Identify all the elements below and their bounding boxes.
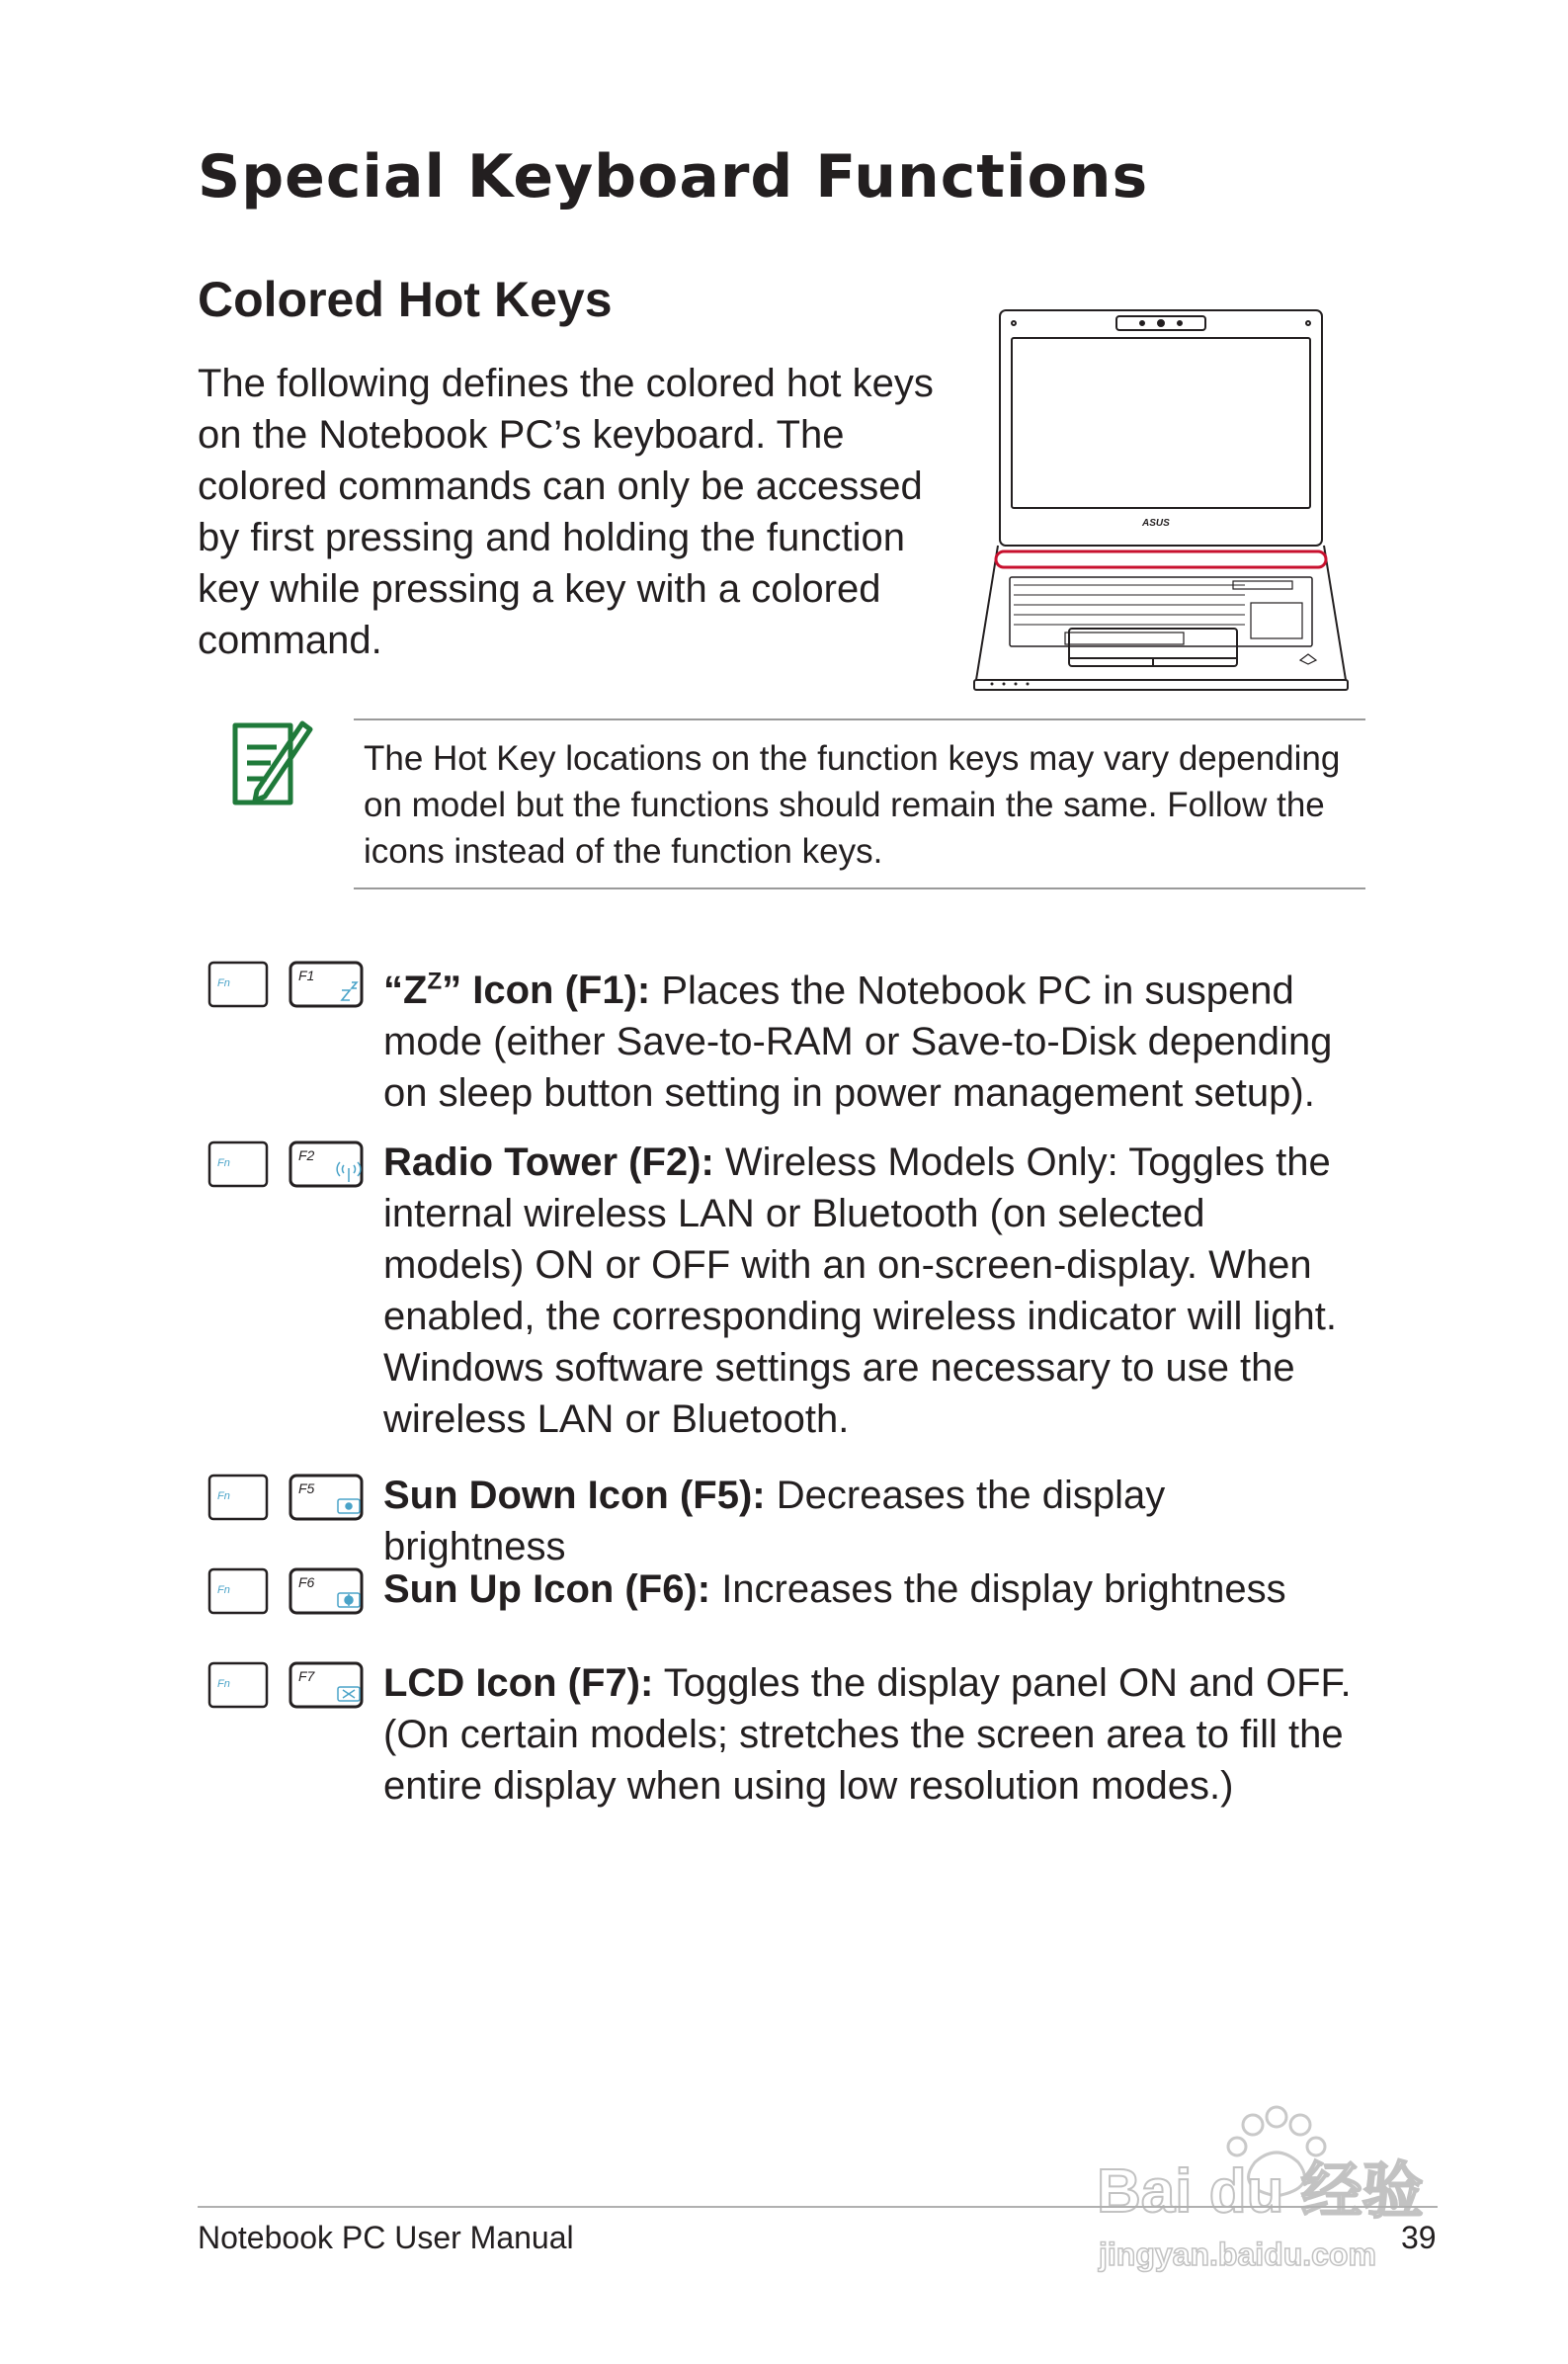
fn-key-label: Fn bbox=[217, 1490, 230, 1502]
hotkey-description bbox=[383, 1137, 1352, 1445]
hotkey-description bbox=[383, 1470, 1352, 1572]
laptop-illustration bbox=[958, 306, 1365, 702]
fn-key-label: Fn bbox=[217, 977, 230, 989]
note-bottom-divider bbox=[354, 887, 1365, 889]
section-title: Colored Hot Keys bbox=[198, 272, 613, 327]
note-text: The Hot Key locations on the function keys may vary depending on model but the functions should remain the same. Follow the icons instead of the function keys. bbox=[364, 739, 1341, 871]
fn-f2-key-combo bbox=[207, 1140, 375, 1188]
hotkey-text: Places the Notebook PC in suspend mode (either Save-to-RAM or Save-to-Disk depending on sleep button setting in power management setup). bbox=[383, 969, 1333, 1116]
footer-text: Notebook PC User Manual bbox=[198, 2220, 574, 2255]
footer-divider bbox=[198, 2206, 1438, 2208]
hotkey-label: LCD Icon (F7): bbox=[383, 1661, 654, 1705]
f-key-label: F6 bbox=[298, 1574, 315, 1590]
hotkey-label: “$Z^Z$” Icon (F1): bbox=[383, 969, 651, 1013]
hotkey-label: Sun Down Icon (F5): bbox=[383, 1474, 766, 1517]
f-key-label: F1 bbox=[298, 968, 315, 983]
fn-f7-key-combo bbox=[207, 1661, 375, 1709]
hotkey-text: Decreases the display brightness bbox=[383, 1474, 1166, 1568]
hotkey-text: Toggles the display panel ON and OFF. (On certain models; stretches the screen area to fill the entire display when using low resolution modes.) bbox=[383, 1661, 1352, 1808]
f-key-label: F2 bbox=[298, 1147, 315, 1163]
hotkey-label: Sun Up Icon (F6): bbox=[383, 1567, 711, 1611]
hotkey-description bbox=[383, 1657, 1352, 1812]
hotkey-description bbox=[383, 1563, 1352, 1615]
f-key-label: F5 bbox=[298, 1480, 315, 1496]
note-top-divider bbox=[354, 718, 1365, 720]
f-key-label: F7 bbox=[298, 1668, 315, 1684]
fn-f1-key-combo bbox=[207, 961, 375, 1008]
fn-key-label: Fn bbox=[217, 1157, 230, 1169]
page-number: 39 bbox=[1401, 2220, 1437, 2255]
fn-f5-key-combo bbox=[207, 1474, 375, 1521]
fn-f6-key-combo bbox=[207, 1567, 375, 1615]
note-pencil-icon bbox=[227, 714, 314, 812]
hotkey-text: Increases the display brightness bbox=[710, 1567, 1286, 1611]
watermark-line2: jingyan.baidu.com bbox=[1099, 2237, 1376, 2272]
hotkey-description bbox=[383, 957, 1352, 1119]
hotkey-label: Radio Tower (F2): bbox=[383, 1140, 714, 1184]
intro-paragraph: The following defines the colored hot keys on the Notebook PC’s keyboard. The colored commands can only be accessed by first pressing and holding the function key while pressing a key with a colored command. bbox=[198, 362, 934, 662]
fn-key-label: Fn bbox=[217, 1584, 230, 1596]
watermark-line1: Bai du 经验 bbox=[1097, 2157, 1424, 2226]
laptop-brand-logo: ASUS bbox=[1142, 518, 1170, 529]
page-title: Special Keyboard Functions bbox=[198, 142, 1149, 211]
hotkey-text: Wireless Models Only: Toggles the internal wireless LAN or Bluetooth (on selected models) ON or OFF with an on-screen-display. When enabled, the corresponding wireless indicator will light. Windows software settings are necessary to use the wireless LAN or Bluetooth. bbox=[383, 1140, 1337, 1441]
fn-key-label: Fn bbox=[217, 1678, 230, 1690]
